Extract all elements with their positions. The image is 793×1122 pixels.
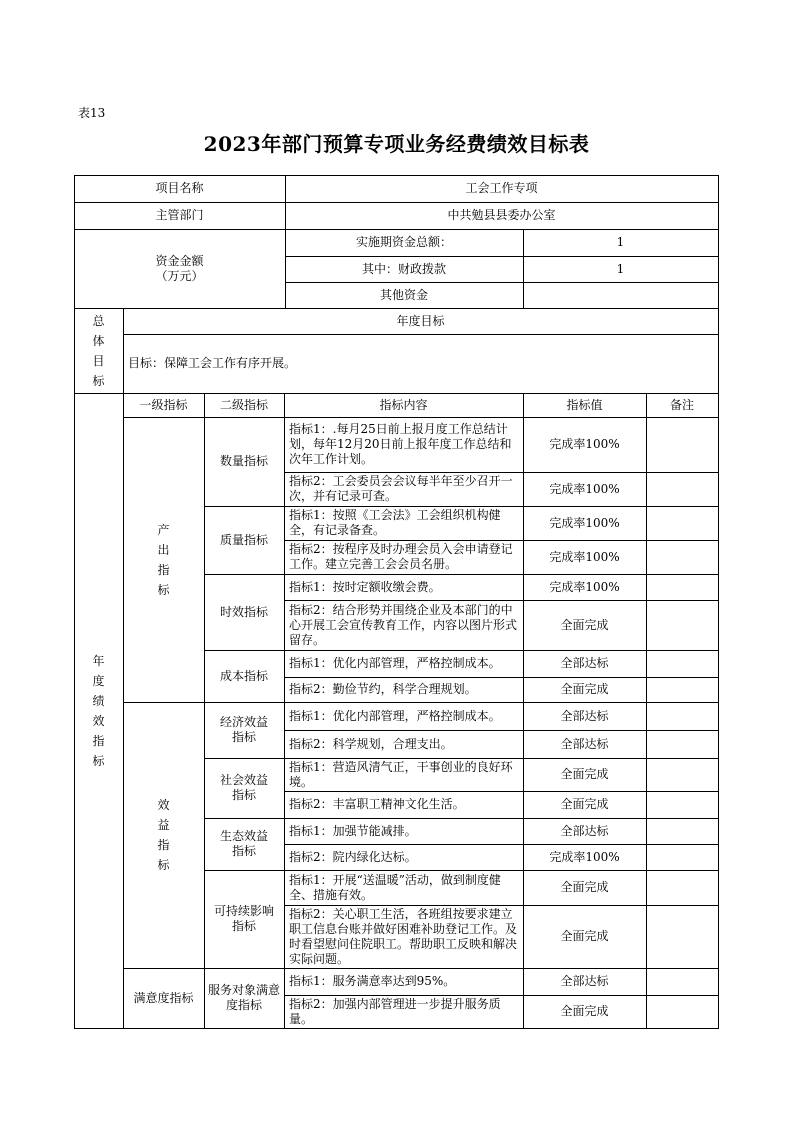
col-header-note: 备注: [669, 397, 694, 412]
subgroup-sustainable: 可持续影响指标: [213, 904, 274, 933]
indicator-content: 指标1：优化内部管理，严格控制成本。: [289, 656, 501, 670]
table-number: 表13: [78, 106, 106, 120]
indicator-value: 全部达标: [560, 823, 609, 838]
indicator-note: [646, 600, 718, 650]
indicator-value: 完成率100%: [549, 849, 620, 864]
subgroup-social: 社会效益指标: [219, 773, 268, 802]
indicator-note: [646, 540, 718, 574]
funds-label-line1: 资金金额: [155, 253, 204, 268]
other-funds-value: [523, 282, 718, 308]
indicator-content: 指标1：开展“送温暖”活动，做到制度健全、措施有效。: [289, 872, 501, 902]
fiscal-funds-value: 1: [616, 261, 625, 276]
performance-side-text: 年度绩效指标: [92, 653, 105, 768]
group-satisfaction: 满意度指标: [133, 990, 194, 1005]
indicator-value: 全面完成: [560, 797, 609, 811]
indicator-content: 指标1：营造风清气正，干事创业的良好环境。: [289, 759, 513, 789]
col-header-value: 指标值: [566, 397, 603, 412]
subgroup-quality: 质量指标: [219, 532, 268, 547]
other-funds-label: 其他资金: [379, 287, 428, 302]
indicator-note: [646, 506, 718, 540]
indicator-content: 指标1：按照《工会法》工会组织机构健全，有记录备查。: [289, 508, 501, 537]
subgroup-service-satisfaction: 服务对象满意度指标: [208, 983, 281, 1012]
total-funds-label: 实施期资金总额：: [355, 235, 452, 249]
indicator-content: 指标2：按程序及时办理会员入会申请登记工作。建立完善工会会员名册。: [289, 542, 513, 571]
fiscal-funds-label: 其中：财政拨款: [361, 261, 446, 276]
indicator-note: [646, 650, 718, 677]
col-header-level1: 一级指标: [139, 397, 188, 412]
indicator-content: 指标1：.每月25日前上报月度工作总结计划，每年12月20日前上报年度工作总结和次年工作计划。: [289, 422, 512, 466]
indicator-value: 全面完成: [560, 929, 609, 943]
project-name-label: 项目名称: [155, 181, 204, 195]
indicator-note: [646, 844, 718, 870]
subgroup-ecological: 生态效益指标: [219, 829, 268, 858]
indicator-value: 全面完成: [560, 1004, 609, 1018]
indicator-value: 全部达标: [560, 708, 609, 723]
indicator-content: 指标1：加强节能减排。: [289, 823, 417, 838]
indicator-note: [646, 870, 718, 905]
subgroup-cost: 成本指标: [219, 668, 268, 683]
performance-side-label: [74, 393, 123, 1028]
indicator-note: [646, 791, 718, 818]
annual-goal-text: 目标：保障工会工作有序开展。: [128, 356, 297, 370]
document-title: 2023年部门预算专项业务经费绩效目标表: [203, 132, 590, 156]
col-header-level2: 二级指标: [219, 397, 268, 412]
indicator-note: [646, 417, 718, 472]
indicator-note: [646, 968, 718, 995]
indicator-content: 指标2：丰富职工精神文化生活。: [289, 797, 465, 811]
indicator-note: [646, 702, 718, 730]
indicator-content: 指标2：结合形势并围绕企业及本部门的中心开展工会宣传教育工作，内容以图片形式留存。: [289, 602, 518, 647]
indicator-value: 完成率100%: [549, 579, 620, 594]
overall-goal-side-label: [74, 308, 123, 393]
indicator-content: 指标1：服务满意率达到95%。: [289, 974, 456, 988]
indicator-value: 全面完成: [560, 617, 609, 632]
indicator-value: 全面完成: [560, 682, 609, 696]
dept-value: 中共勉县县委办公室: [447, 208, 556, 222]
indicator-note: [646, 677, 718, 702]
subgroup-economic: 经济效益指标: [219, 715, 268, 744]
group-output-label: 产出指标: [157, 522, 170, 597]
dept-label: 主管部门: [155, 208, 204, 222]
indicator-value: 全部达标: [560, 974, 609, 988]
indicator-note: [646, 818, 718, 844]
indicator-value: 完成率100%: [549, 437, 620, 451]
indicator-content: 指标2：科学规划，合理支出。: [289, 736, 453, 751]
indicator-note: [646, 472, 718, 506]
indicator-value: 完成率100%: [549, 481, 620, 496]
indicator-content: 指标2：院内绿化达标。: [289, 849, 417, 864]
indicator-note: [646, 758, 718, 791]
indicator-value: 全部达标: [560, 656, 609, 670]
indicator-content: 指标2：勤俭节约，科学合理规划。: [289, 682, 477, 696]
group-benefit-label: 效益指标: [157, 798, 170, 872]
indicator-value: 全部达标: [560, 736, 609, 751]
indicator-content: 指标2：工会委员会会议每半年至少召开一次，并有记录可查。: [289, 474, 513, 503]
funds-label: [74, 229, 285, 308]
indicator-value: 完成率100%: [549, 549, 620, 564]
group-benefit: [123, 702, 204, 968]
indicator-content: 指标1：优化内部管理，严格控制成本。: [289, 708, 501, 723]
indicator-note: [646, 995, 718, 1028]
indicator-note: [646, 905, 718, 968]
indicator-content: 指标2：关心职工生活，各班组按要求建立职工信息台账并做好困难补助登记工作。及时看望慰问住院职工。帮助职工反映和解决实际问题。: [289, 906, 518, 966]
indicator-value: 全面完成: [560, 880, 609, 894]
indicator-content: 指标2：加强内部管理进一步提升服务质量。: [289, 996, 501, 1026]
indicator-value: 全面完成: [560, 767, 609, 781]
indicator-value: 完成率100%: [549, 515, 620, 530]
indicator-note: [646, 574, 718, 600]
project-name-value: 工会工作专项: [465, 181, 538, 195]
group-output: [123, 417, 204, 702]
subgroup-quantity: 数量指标: [219, 454, 268, 468]
col-header-content: 指标内容: [379, 397, 428, 412]
total-funds-value: 1: [616, 235, 625, 249]
funds-label-line2: （万元）: [155, 268, 204, 283]
indicator-note: [646, 730, 718, 758]
indicator-content: 指标1：按时定额收缴会费。: [289, 579, 441, 594]
overall-goal-side-text: 总体目标: [92, 313, 105, 388]
subgroup-timeliness: 时效指标: [219, 604, 268, 619]
annual-goal-label: 年度目标: [396, 313, 445, 328]
